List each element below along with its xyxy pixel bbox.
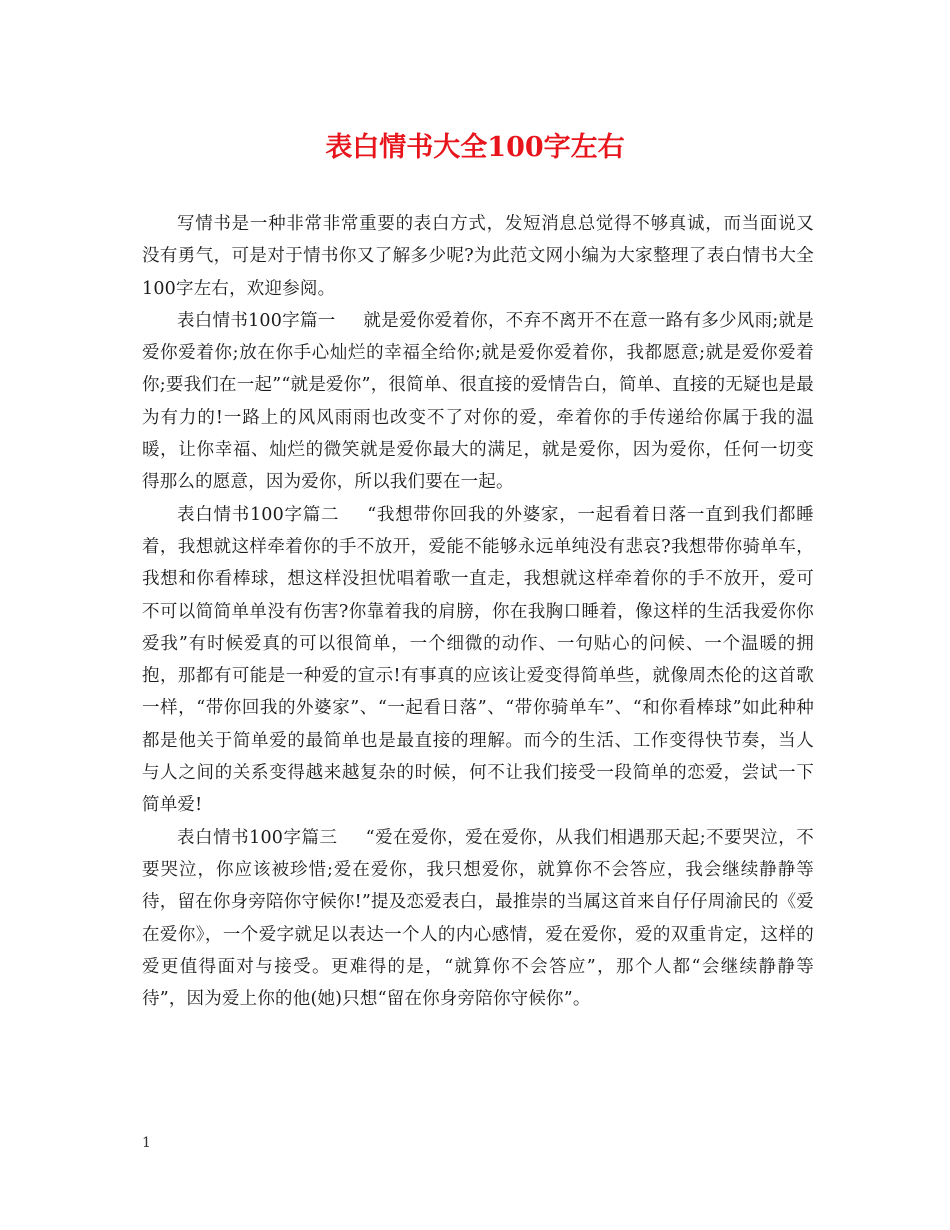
paragraph-text: 就是爱你爱着你，不弃不离开不在意一路有多少风雨;就是爱你爱着你;放在你手心灿烂的幸福全给你;就是爱你爱着你，我都愿意;就是爱你爱着你;要我们在一起”“就是爱你”，很简单、很直接的爱情告白，简单、直接的无疑也是最为有力的!一路上的风风雨雨也改变不了对你的爱，牵着你的手传递给你属于我的温暖，让你幸福、灿烂的微笑就是爱你最大的满足，就是爱你，因为爱你，任何一切变得那么的愿意，因为爱你，所以我们要在一起。: [142, 310, 814, 493]
paragraph-text: 写情书是一种非常非常重要的表白方式，发短消息总觉得不够真诚，而当面说又没有勇气，可是对于情书你又了解多少呢?为此范文网小编为大家整理了表白情书大全100字左右，欢迎参阅。: [142, 214, 814, 299]
section-one-paragraph: [142, 305, 814, 499]
document-body: [142, 208, 814, 1015]
section-heading: 表白情书100字篇三: [177, 827, 338, 848]
page-number: 1: [142, 1135, 151, 1151]
paragraph-text: “爱在爱你，爱在爱你，从我们相遇那天起;不要哭泣，不要哭泣，你应该被珍惜;爱在爱你，我只想爱你，就算你不会答应，我会继续静静等待，留在你身旁陪你守候你!”提及恋爱表白，最推崇的当属这首来自仔仔周渝民的《爱在爱你》，一个爱字就足以表达一个人的内心感情，爱在爱你，爱的双重肯定，这样的爱更值得面对与接受。更难得的是，“就算你不会答应”，那个人都“会继续静静等待”，因为爱上你的他(她)只想“留在你身旁陪你守候你”。: [142, 827, 815, 1010]
section-heading: 表白情书100字篇一: [177, 310, 336, 331]
section-heading: 表白情书100字篇二: [177, 504, 340, 525]
section-three-paragraph: [142, 822, 814, 1016]
paragraph-text: “我想带你回我的外婆家，一起看着日落一直到我们都睡着，我想就这样牵着你的手不放开，爱能不能够永远单纯没有悲哀?我想带你骑单车，我想和你看棒球，想这样没担忧唱着歌一直走，我想就这样牵着你的手不放开，爱可不可以简简单单没有伤害?你靠着我的肩膀，你在我胸口睡着，像这样的生活我爱你你爱我”有时候爱真的可以很简单，一个细微的动作、一句贴心的问候、一个温暖的拥抱，那都有可能是一种爱的宣示!有事真的应该让爱变得简单些，就像周杰伦的这首歌一样，“带你回我的外婆家”、“一起看日落”、“带你骑单车”、“和你看棒球”如此种种都是他关于简单爱的最简单也是最直接的理解。而今的生活、工作变得快节奏，当人与人之间的关系变得越来越复杂的时候，何不让我们接受一段简单的恋爱，尝试一下简单爱!: [142, 504, 814, 816]
intro-paragraph: [142, 208, 814, 305]
page-title: 表白情书大全100字左右: [325, 132, 625, 163]
section-two-paragraph: [142, 499, 814, 822]
